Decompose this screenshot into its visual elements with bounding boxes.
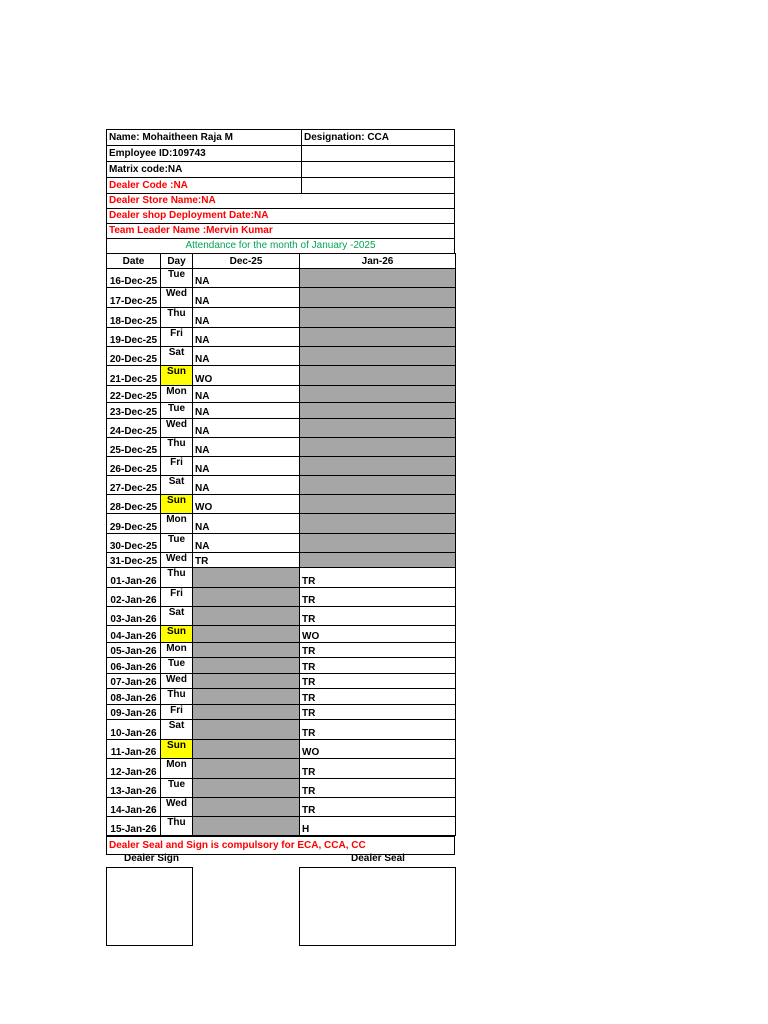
row-day: Thu bbox=[161, 817, 193, 836]
row-date: 01-Jan-26 bbox=[107, 568, 161, 588]
compulsory-note: Dealer Seal and Sign is compulsory for ECA, CCA, CC bbox=[106, 836, 455, 855]
row-date: 11-Jan-26 bbox=[107, 740, 161, 759]
row-dec-status: NA bbox=[193, 308, 300, 328]
row-day: Wed bbox=[161, 553, 193, 568]
row-dec-status: NA bbox=[193, 403, 300, 419]
row-jan-status: H bbox=[300, 817, 456, 836]
row-day: Sat bbox=[161, 720, 193, 740]
row-dec-status bbox=[193, 798, 300, 817]
row-dec-status: NA bbox=[193, 269, 300, 288]
header-row-dealer-code bbox=[106, 177, 455, 193]
row-jan-status: TR bbox=[300, 798, 456, 817]
table-row bbox=[107, 607, 456, 626]
row-date: 17-Dec-25 bbox=[107, 288, 161, 308]
row-dec-status: NA bbox=[193, 347, 300, 366]
row-day: Tue bbox=[161, 658, 193, 674]
row-dec-status bbox=[193, 779, 300, 798]
row-date: 25-Dec-25 bbox=[107, 438, 161, 457]
table-row bbox=[107, 495, 456, 514]
row-date: 16-Dec-25 bbox=[107, 269, 161, 288]
attendance-table bbox=[106, 253, 456, 836]
header-row-employee-id bbox=[106, 145, 455, 161]
dealer-sign-box[interactable] bbox=[106, 867, 193, 946]
table-row bbox=[107, 798, 456, 817]
row-day: Mon bbox=[161, 759, 193, 779]
row-dec-status: NA bbox=[193, 288, 300, 308]
table-row bbox=[107, 779, 456, 798]
row-dec-status: NA bbox=[193, 386, 300, 403]
table-row bbox=[107, 740, 456, 759]
row-dec-status: NA bbox=[193, 457, 300, 476]
row-day: Wed bbox=[161, 674, 193, 689]
row-day: Thu bbox=[161, 438, 193, 457]
row-dec-status bbox=[193, 674, 300, 689]
row-date: 03-Jan-26 bbox=[107, 607, 161, 626]
row-jan-status: TR bbox=[300, 720, 456, 740]
table-row bbox=[107, 514, 456, 534]
matrix-code: Matrix code:NA bbox=[107, 162, 302, 177]
row-dec-status: NA bbox=[193, 419, 300, 438]
row-jan-status: WO bbox=[300, 740, 456, 759]
table-row bbox=[107, 568, 456, 588]
row-date: 13-Jan-26 bbox=[107, 779, 161, 798]
row-date: 15-Jan-26 bbox=[107, 817, 161, 836]
row-date: 23-Dec-25 bbox=[107, 403, 161, 419]
dealer-seal-box[interactable] bbox=[299, 867, 456, 946]
table-row bbox=[107, 403, 456, 419]
row-dec-status bbox=[193, 643, 300, 658]
row-day: Sat bbox=[161, 476, 193, 495]
row-date: 31-Dec-25 bbox=[107, 553, 161, 568]
row-jan-status: TR bbox=[300, 643, 456, 658]
row-date: 02-Jan-26 bbox=[107, 588, 161, 607]
attendance-title: Attendance for the month of January -2025 bbox=[106, 238, 455, 253]
row-day: Wed bbox=[161, 798, 193, 817]
dealer-code: Dealer Code :NA bbox=[107, 178, 302, 193]
row-dec-status: NA bbox=[193, 534, 300, 553]
table-row bbox=[107, 386, 456, 403]
row-day: Sun bbox=[161, 495, 193, 514]
row-date: 06-Jan-26 bbox=[107, 658, 161, 674]
col-jan: Jan-26 bbox=[300, 254, 456, 269]
table-row bbox=[107, 347, 456, 366]
row-dec-status bbox=[193, 626, 300, 643]
row-day: Tue bbox=[161, 403, 193, 419]
row-day: Fri bbox=[161, 588, 193, 607]
table-row bbox=[107, 419, 456, 438]
row-date: 21-Dec-25 bbox=[107, 366, 161, 386]
table-row bbox=[107, 658, 456, 674]
row-day: Fri bbox=[161, 457, 193, 476]
row-dec-status: NA bbox=[193, 438, 300, 457]
row-day: Mon bbox=[161, 643, 193, 658]
employee-name: Name: Mohaitheen Raja M bbox=[107, 130, 302, 145]
table-row bbox=[107, 457, 456, 476]
dealer-sign-label: Dealer Sign bbox=[124, 853, 180, 864]
row-jan-status bbox=[300, 403, 456, 419]
designation: Designation: CCA bbox=[304, 132, 389, 143]
table-row bbox=[107, 720, 456, 740]
row-day: Tue bbox=[161, 779, 193, 798]
row-day: Sun bbox=[161, 740, 193, 759]
table-row bbox=[107, 288, 456, 308]
row-jan-status bbox=[300, 386, 456, 403]
row-day: Sun bbox=[161, 626, 193, 643]
row-dec-status bbox=[193, 720, 300, 740]
row-date: 09-Jan-26 bbox=[107, 705, 161, 720]
row-dec-status: WO bbox=[193, 495, 300, 514]
row-jan-status: TR bbox=[300, 705, 456, 720]
row-day: Wed bbox=[161, 288, 193, 308]
row-date: 29-Dec-25 bbox=[107, 514, 161, 534]
row-jan-status bbox=[300, 366, 456, 386]
table-row bbox=[107, 817, 456, 836]
row-dec-status: NA bbox=[193, 514, 300, 534]
row-date: 12-Jan-26 bbox=[107, 759, 161, 779]
row-jan-status bbox=[300, 457, 456, 476]
row-day: Mon bbox=[161, 514, 193, 534]
attendance-sheet bbox=[106, 129, 455, 855]
dealer-store-name: Dealer Store Name:NA bbox=[106, 193, 455, 208]
table-row bbox=[107, 476, 456, 495]
row-jan-status bbox=[300, 269, 456, 288]
row-date: 27-Dec-25 bbox=[107, 476, 161, 495]
row-jan-status: TR bbox=[300, 607, 456, 626]
row-day: Sat bbox=[161, 347, 193, 366]
row-date: 30-Dec-25 bbox=[107, 534, 161, 553]
row-jan-status: TR bbox=[300, 568, 456, 588]
row-dec-status bbox=[193, 759, 300, 779]
table-row bbox=[107, 553, 456, 568]
col-day: Day bbox=[161, 254, 193, 269]
table-row bbox=[107, 759, 456, 779]
row-jan-status: WO bbox=[300, 626, 456, 643]
row-day: Thu bbox=[161, 568, 193, 588]
row-date: 22-Dec-25 bbox=[107, 386, 161, 403]
row-day: Fri bbox=[161, 328, 193, 347]
row-day: Mon bbox=[161, 386, 193, 403]
row-jan-status: TR bbox=[300, 588, 456, 607]
row-dec-status: NA bbox=[193, 476, 300, 495]
row-jan-status: TR bbox=[300, 759, 456, 779]
row-jan-status bbox=[300, 553, 456, 568]
row-jan-status bbox=[300, 534, 456, 553]
col-dec: Dec-25 bbox=[193, 254, 300, 269]
table-row bbox=[107, 588, 456, 607]
table-row bbox=[107, 328, 456, 347]
row-dec-status: TR bbox=[193, 553, 300, 568]
table-row bbox=[107, 366, 456, 386]
table-row bbox=[107, 674, 456, 689]
row-jan-status bbox=[300, 288, 456, 308]
row-dec-status bbox=[193, 689, 300, 705]
row-date: 08-Jan-26 bbox=[107, 689, 161, 705]
row-jan-status: TR bbox=[300, 674, 456, 689]
table-row bbox=[107, 643, 456, 658]
row-jan-status: TR bbox=[300, 658, 456, 674]
row-date: 07-Jan-26 bbox=[107, 674, 161, 689]
row-dec-status bbox=[193, 705, 300, 720]
employee-id: Employee ID:109743 bbox=[107, 146, 302, 161]
row-date: 18-Dec-25 bbox=[107, 308, 161, 328]
row-date: 28-Dec-25 bbox=[107, 495, 161, 514]
row-jan-status bbox=[300, 514, 456, 534]
row-jan-status bbox=[300, 419, 456, 438]
row-dec-status bbox=[193, 568, 300, 588]
row-dec-status bbox=[193, 588, 300, 607]
row-date: 10-Jan-26 bbox=[107, 720, 161, 740]
row-day: Tue bbox=[161, 534, 193, 553]
dealer-seal-label: Dealer Seal bbox=[351, 853, 405, 864]
row-jan-status bbox=[300, 495, 456, 514]
deployment-date: Dealer shop Deployment Date:NA bbox=[106, 208, 455, 223]
row-jan-status bbox=[300, 476, 456, 495]
header-row-matrix-code bbox=[106, 161, 455, 177]
table-row bbox=[107, 438, 456, 457]
row-jan-status bbox=[300, 347, 456, 366]
column-header-row bbox=[107, 254, 456, 269]
row-jan-status: TR bbox=[300, 689, 456, 705]
row-date: 19-Dec-25 bbox=[107, 328, 161, 347]
row-date: 24-Dec-25 bbox=[107, 419, 161, 438]
row-jan-status bbox=[300, 308, 456, 328]
row-day: Thu bbox=[161, 689, 193, 705]
row-day: Wed bbox=[161, 419, 193, 438]
row-dec-status bbox=[193, 607, 300, 626]
table-row bbox=[107, 689, 456, 705]
row-dec-status: NA bbox=[193, 328, 300, 347]
row-dec-status bbox=[193, 817, 300, 836]
table-row bbox=[107, 626, 456, 643]
table-row bbox=[107, 705, 456, 720]
row-day: Tue bbox=[161, 269, 193, 288]
row-date: 04-Jan-26 bbox=[107, 626, 161, 643]
row-jan-status bbox=[300, 438, 456, 457]
row-date: 05-Jan-26 bbox=[107, 643, 161, 658]
row-dec-status bbox=[193, 658, 300, 674]
row-day: Sat bbox=[161, 607, 193, 626]
row-jan-status bbox=[300, 328, 456, 347]
row-date: 14-Jan-26 bbox=[107, 798, 161, 817]
header-row-name bbox=[106, 129, 455, 145]
row-date: 20-Dec-25 bbox=[107, 347, 161, 366]
table-row bbox=[107, 308, 456, 328]
team-leader: Team Leader Name :Mervin Kumar bbox=[106, 223, 455, 238]
row-day: Fri bbox=[161, 705, 193, 720]
row-date: 26-Dec-25 bbox=[107, 457, 161, 476]
row-day: Sun bbox=[161, 366, 193, 386]
table-row bbox=[107, 534, 456, 553]
row-dec-status: WO bbox=[193, 366, 300, 386]
table-row bbox=[107, 269, 456, 288]
row-jan-status: TR bbox=[300, 779, 456, 798]
col-date: Date bbox=[107, 254, 161, 269]
row-day: Thu bbox=[161, 308, 193, 328]
row-dec-status bbox=[193, 740, 300, 759]
